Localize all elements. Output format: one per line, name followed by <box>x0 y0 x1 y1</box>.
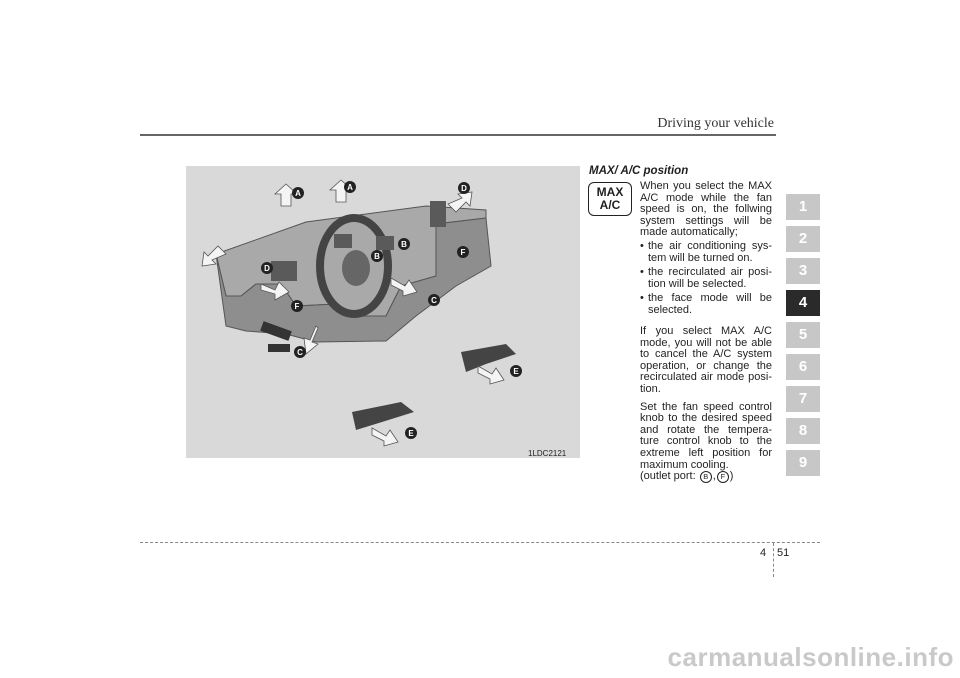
page-chapter: 4 <box>760 547 767 559</box>
chapter-tab-6[interactable]: 6 <box>786 354 820 380</box>
label-f1: F <box>460 248 466 257</box>
label-f2: F <box>294 302 300 311</box>
chapter-tab-1[interactable]: 1 <box>786 194 820 220</box>
outlet-b-circle: B <box>700 471 712 483</box>
footer-divider <box>773 543 774 577</box>
chapter-tab-5[interactable]: 5 <box>786 322 820 348</box>
label-d2: D <box>264 264 270 273</box>
running-header: Driving your vehicle <box>657 116 774 131</box>
chapter-tab-4[interactable]: 4 <box>786 290 820 316</box>
chapter-tab-9[interactable]: 9 <box>786 450 820 476</box>
watermark: carmanualsonline.info <box>667 642 954 672</box>
paragraph-cooling-text: Set the fan speed control knob to the desired speed and rotate the tempera- ture control knob to the extreme left position for maximum cooling. <box>640 400 772 471</box>
label-b1: B <box>401 240 407 249</box>
page-number: 51 <box>777 547 790 559</box>
chapter-tab-3[interactable]: 3 <box>786 258 820 284</box>
max-ac-line1: MAX <box>596 185 624 199</box>
label-e1: E <box>513 367 519 376</box>
outlet-sep: , <box>712 470 716 483</box>
section-body <box>640 181 772 320</box>
bullet-item: • the recirculated air posi- tion will be selected. <box>640 267 772 290</box>
section-title: MAX/ A/C position <box>589 165 689 177</box>
outlet-suffix: ) <box>729 470 734 483</box>
max-ac-line2: A/C <box>599 198 621 212</box>
label-e2: E <box>408 429 414 438</box>
label-a2: A <box>347 183 353 192</box>
chapter-tab-2[interactable]: 2 <box>786 226 820 252</box>
footer-rule <box>140 542 820 543</box>
label-d1: D <box>461 184 467 193</box>
bullet-item: • the air conditioning sys- tem will be turned on. <box>640 241 772 264</box>
label-b2: B <box>374 252 380 261</box>
label-a1: A <box>295 189 301 198</box>
chapter-tab-7[interactable]: 7 <box>786 386 820 412</box>
max-ac-button-icon <box>588 182 632 216</box>
label-c2: C <box>297 348 303 357</box>
section-body-continued <box>640 326 772 489</box>
paragraph-cooling <box>640 402 772 484</box>
header-rule <box>140 134 776 136</box>
bullet-item: • the face mode will be selected. <box>640 293 772 316</box>
outlet-prefix: (outlet port: <box>640 470 696 483</box>
intro-paragraph: When you select the MAX A/C mode while the fan speed is on, the follwing system settings will be made automatically; <box>640 180 772 239</box>
chapter-tabs <box>786 194 820 482</box>
dashboard-drawing <box>186 166 580 458</box>
paragraph-cancel: If you select MAX A/C mode, you will not be able to cancel the A/C system operation, or change the recirculated air mode posi- tion. <box>640 325 772 395</box>
chapter-tab-8[interactable]: 8 <box>786 418 820 444</box>
figure-code: 1LDC2121 <box>528 449 567 458</box>
label-c1: C <box>431 296 437 305</box>
dashboard-illustration <box>186 166 580 458</box>
bullet-list <box>640 241 772 317</box>
outlet-f-circle: F <box>717 471 729 483</box>
